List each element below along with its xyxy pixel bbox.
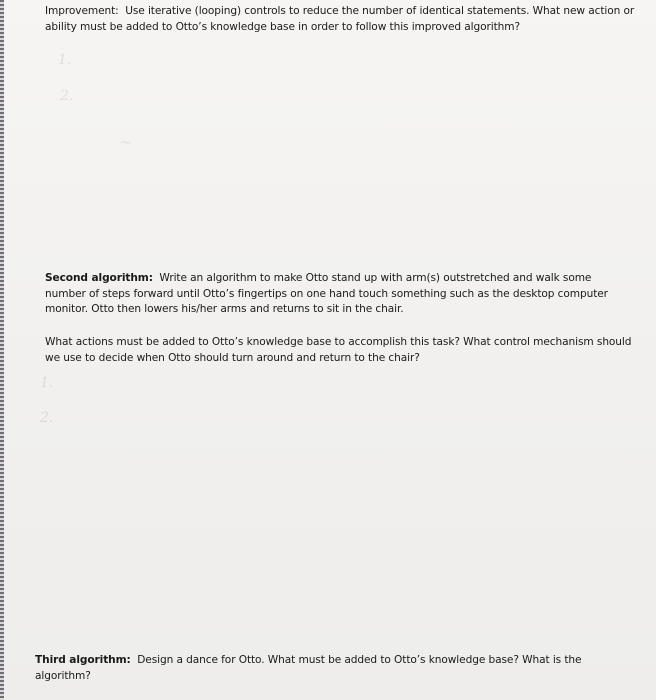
third-algorithm-paragraph bbox=[35, 653, 635, 684]
bleed-through-mark: ~ bbox=[120, 135, 132, 151]
second-algorithm-question: What actions must be added to Otto’s knowledge base to accomplish this task? What control mechanism should we use to decide when Otto should turn around and return to the chair? bbox=[45, 336, 632, 364]
improvement-text: Use iterative (looping) controls to reduce the number of identical statements. What new action or ability must be added to Otto’s knowledge base in order to follow this improved algorithm? bbox=[45, 5, 635, 33]
improvement-label: Improvement: bbox=[45, 5, 119, 17]
second-algorithm-text: Write an algorithm to make Otto stand up with arm(s) outstretched and walk some number of steps forward until Otto’s fingertips on one hand touch something such as the desktop computer monitor. Otto then lowers his/her arms and returns to sit in the chair. bbox=[45, 272, 608, 315]
bleed-through-mark: 1. bbox=[40, 375, 54, 391]
second-algorithm-paragraph bbox=[45, 271, 635, 318]
third-algorithm-label: Third algorithm: bbox=[35, 654, 131, 666]
third-algorithm-text: Design a dance for Otto. What must be added to Otto’s knowledge base? What is the algorithm? bbox=[35, 654, 582, 682]
bleed-through-mark: 2. bbox=[60, 88, 74, 104]
bleed-through-mark: 2. bbox=[40, 410, 54, 426]
binding-edge bbox=[0, 0, 4, 700]
bleed-through-mark: 1. bbox=[58, 52, 72, 68]
second-algorithm-label: Second algorithm: bbox=[45, 272, 153, 284]
improvement-paragraph bbox=[45, 4, 635, 35]
